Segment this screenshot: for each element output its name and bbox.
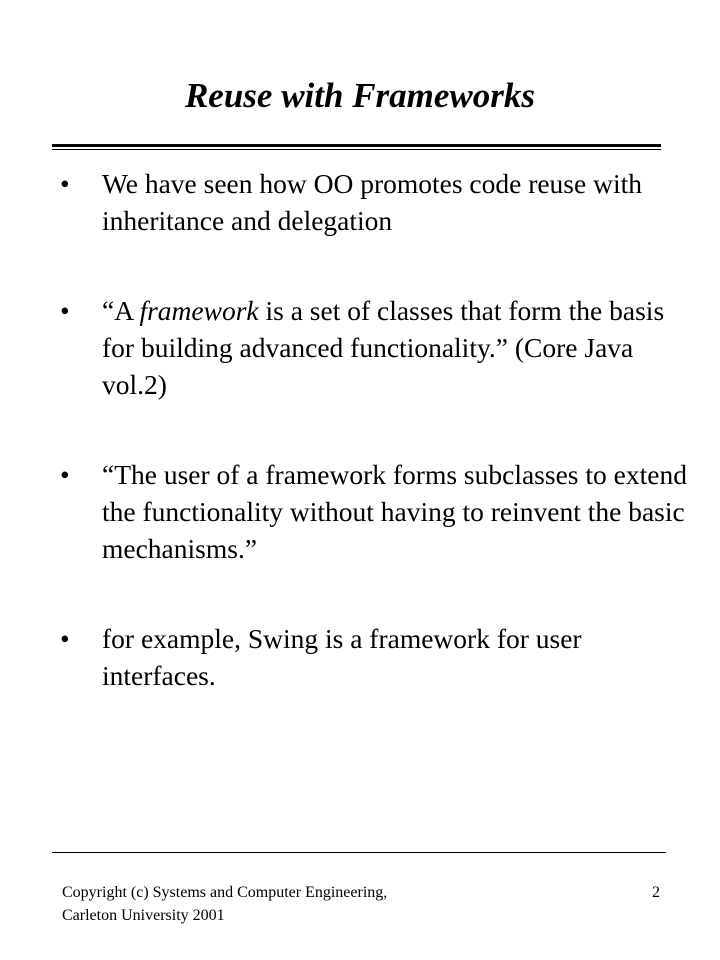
bullet-text-run: We have seen how OO promotes code reuse with inheritance and delegation (102, 168, 642, 236)
bullet-marker: • (60, 459, 70, 490)
bullet-item (60, 620, 690, 694)
footer-copyright-line-2: Carleton University 2001 (62, 907, 225, 924)
bullet-marker: • (60, 623, 70, 654)
bullet-text-run: “A (102, 295, 140, 326)
footer-divider (52, 852, 666, 853)
title-divider-thin (52, 149, 661, 150)
bullet-text-run: is a set of classes that form the basis for building advanced functionality.” (Core Java vol.2) (102, 295, 665, 400)
bullet-text-run: “The user of a framework forms subclasses to extend the functionality without having to reinvent the basic mechanisms.” (102, 459, 687, 564)
bullet-text-run: for example, Swing is a framework for user interfaces. (102, 623, 582, 691)
bullet-text-emphasis: framework (139, 295, 259, 326)
page-number: 2 (652, 884, 660, 901)
footer-copyright-line-1: Copyright (c) Systems and Computer Engineering, (62, 884, 388, 901)
bullet-text (102, 168, 642, 236)
bullet-marker: • (60, 168, 70, 199)
bullet-item (60, 292, 690, 403)
bullet-marker: • (60, 295, 70, 326)
bullet-item (60, 456, 690, 567)
bullet-text (102, 623, 582, 691)
footer-copyright (62, 881, 387, 927)
bullet-list (60, 165, 690, 747)
bullet-item (60, 165, 690, 239)
slide-title: Reuse with Frameworks (184, 76, 536, 115)
bullet-text (102, 459, 687, 564)
title-divider-thick (52, 144, 661, 147)
bullet-text (102, 295, 664, 400)
